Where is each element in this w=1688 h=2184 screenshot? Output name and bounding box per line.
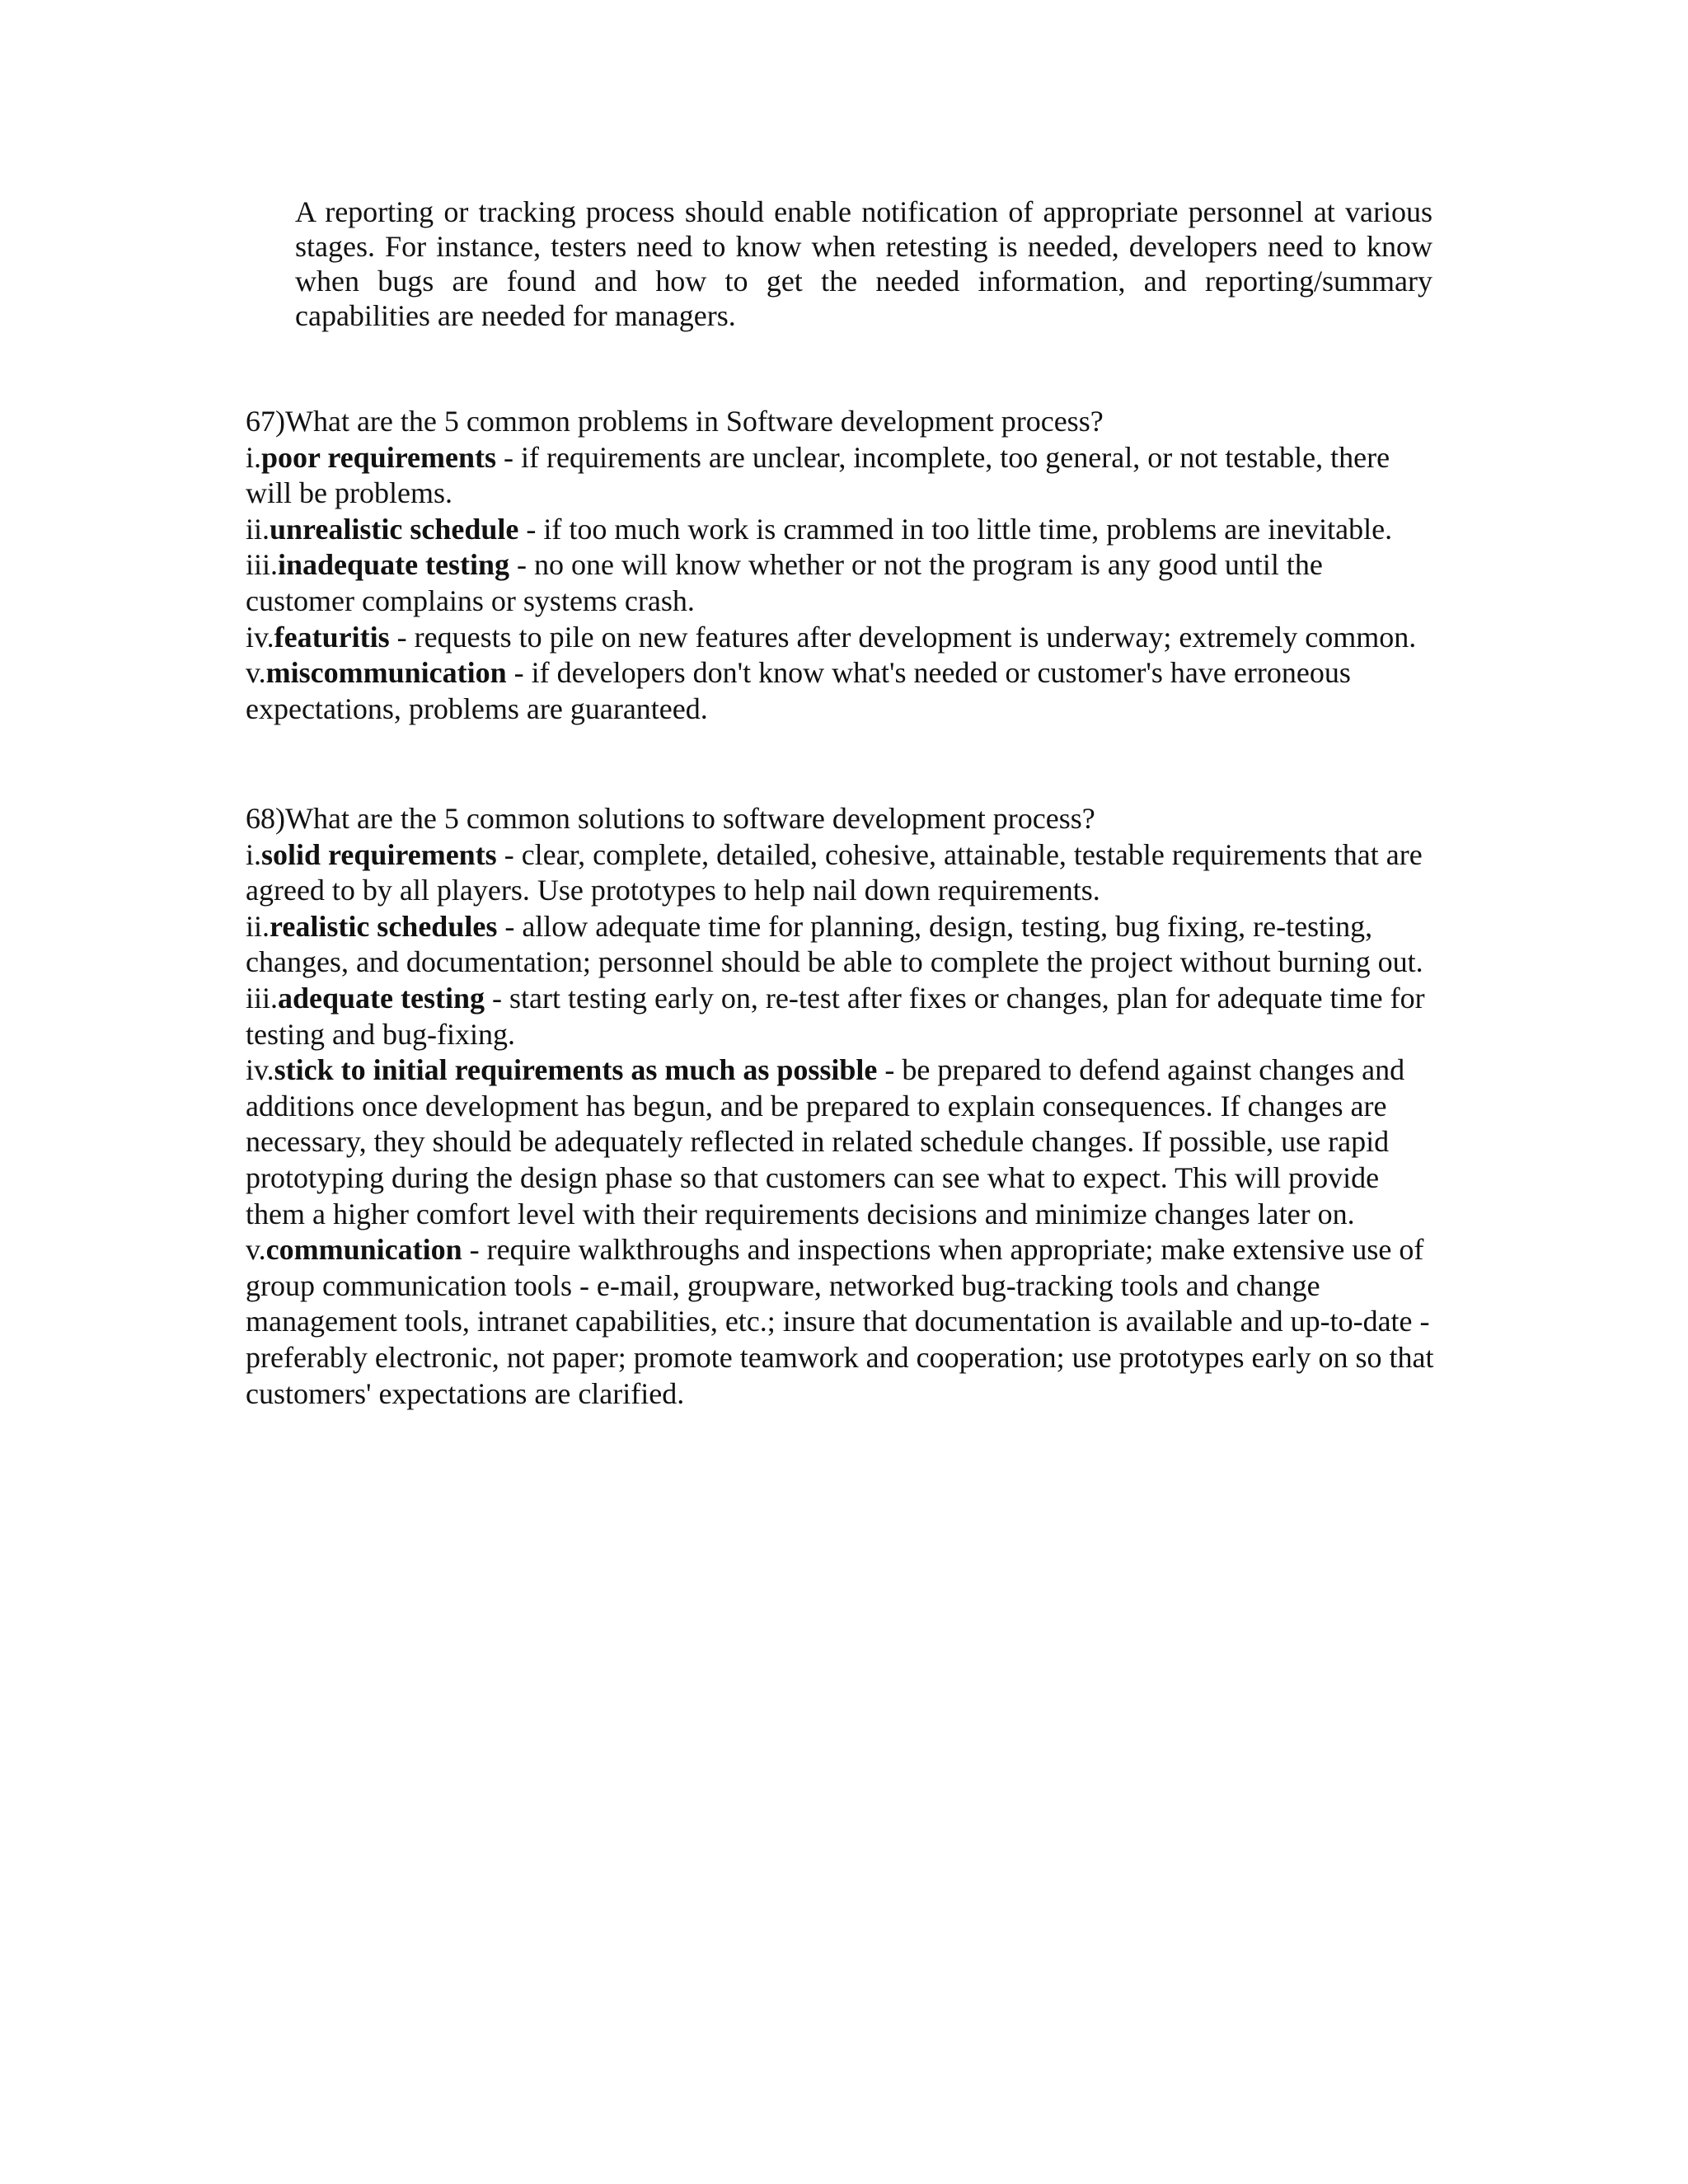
item-term: unrealistic schedule: [270, 512, 519, 546]
question-67-heading: 67)What are the 5 common problems in Software development process?: [246, 405, 1104, 438]
item-number: ii.: [246, 909, 270, 943]
problem-item: [246, 655, 1437, 727]
solution-item: [246, 837, 1437, 909]
item-number: iii.: [246, 548, 279, 582]
item-number: ii.: [246, 512, 270, 546]
item-description: - allow adequate time for planning, design, testing, bug fixing, re-testing, changes, and documentation; personnel should be able to complete the project without burning out.: [246, 909, 1423, 979]
item-description: - requests to pile on new features after development is underway; extremely common.: [389, 620, 1417, 654]
item-term: stick to initial requirements as much as possible: [274, 1053, 878, 1087]
item-term: miscommunication: [265, 656, 507, 690]
item-description: - no one will know whether or not the program is any good until the customer complains or systems crash.: [246, 548, 1323, 617]
question-68-heading: 68)What are the 5 common solutions to software development process?: [246, 802, 1095, 835]
item-term: realistic schedules: [270, 909, 498, 943]
problem-item: [246, 547, 1437, 619]
problem-item: [246, 440, 1437, 512]
intro-paragraph: A reporting or tracking process should enable notification of appropriate personnel at various stages. For instance, testers need to know when retesting is needed, developers need to know when bugs are found and how to get the needed information, and reporting/summary capabilities are needed for managers.: [295, 195, 1432, 332]
item-number: iii.: [246, 981, 279, 1015]
item-term: featuritis: [274, 620, 390, 654]
problem-item: [246, 512, 1437, 548]
item-number: v.: [246, 656, 266, 690]
solution-item: [246, 1232, 1437, 1412]
solution-item: [246, 909, 1437, 981]
item-term: solid requirements: [261, 837, 497, 871]
item-number: v.: [246, 1233, 266, 1267]
solution-item: [246, 1052, 1437, 1232]
item-description: - if requirements are unclear, incomplete, too general, or not testable, there will be problems.: [246, 440, 1390, 510]
item-number: iv.: [246, 620, 274, 654]
item-term: poor requirements: [261, 440, 497, 474]
item-number: i.: [246, 837, 262, 871]
item-term: inadequate testing: [278, 548, 510, 582]
item-description: - be prepared to defend against changes and additions once development has begun, and be prepared to explain consequences. If changes are necessary, they should be adequately reflected in related schedule changes. If possible, use rapid prototyping during the design phase so that customers can see what to expect. This will provide them a higher comfort level with their requirements decisions and minimize changes later on.: [246, 1053, 1405, 1230]
question-67-section: [246, 404, 1437, 727]
question-68-section: [246, 801, 1437, 1412]
item-description: - if developers don't know what's needed or customer's have erroneous expectations, problems are guaranteed.: [246, 656, 1351, 725]
solution-item: [246, 981, 1437, 1052]
item-number: i.: [246, 440, 262, 474]
item-description: - start testing early on, re-test after fixes or changes, plan for adequate time for testing and bug-fixing.: [246, 981, 1425, 1051]
item-number: iv.: [246, 1053, 274, 1087]
item-term: adequate testing: [278, 981, 485, 1015]
problem-item: [246, 620, 1437, 656]
item-description: - if too much work is crammed in too little time, problems are inevitable.: [518, 512, 1393, 546]
item-term: communication: [265, 1233, 462, 1267]
item-description: - clear, complete, detailed, cohesive, attainable, testable requirements that are agreed to by all players. Use prototypes to help nail down requirements.: [246, 837, 1423, 907]
item-description: - require walkthroughs and inspections when appropriate; make extensive use of group communication tools - e-mail, groupware, networked bug-tracking tools and change management tools, intranet capabilities, etc.; insure that documentation is available and up-to-date - preferably electronic, not paper; promote teamwork and cooperation; use prototypes early on so that customers' expectations are clarified.: [246, 1233, 1434, 1410]
